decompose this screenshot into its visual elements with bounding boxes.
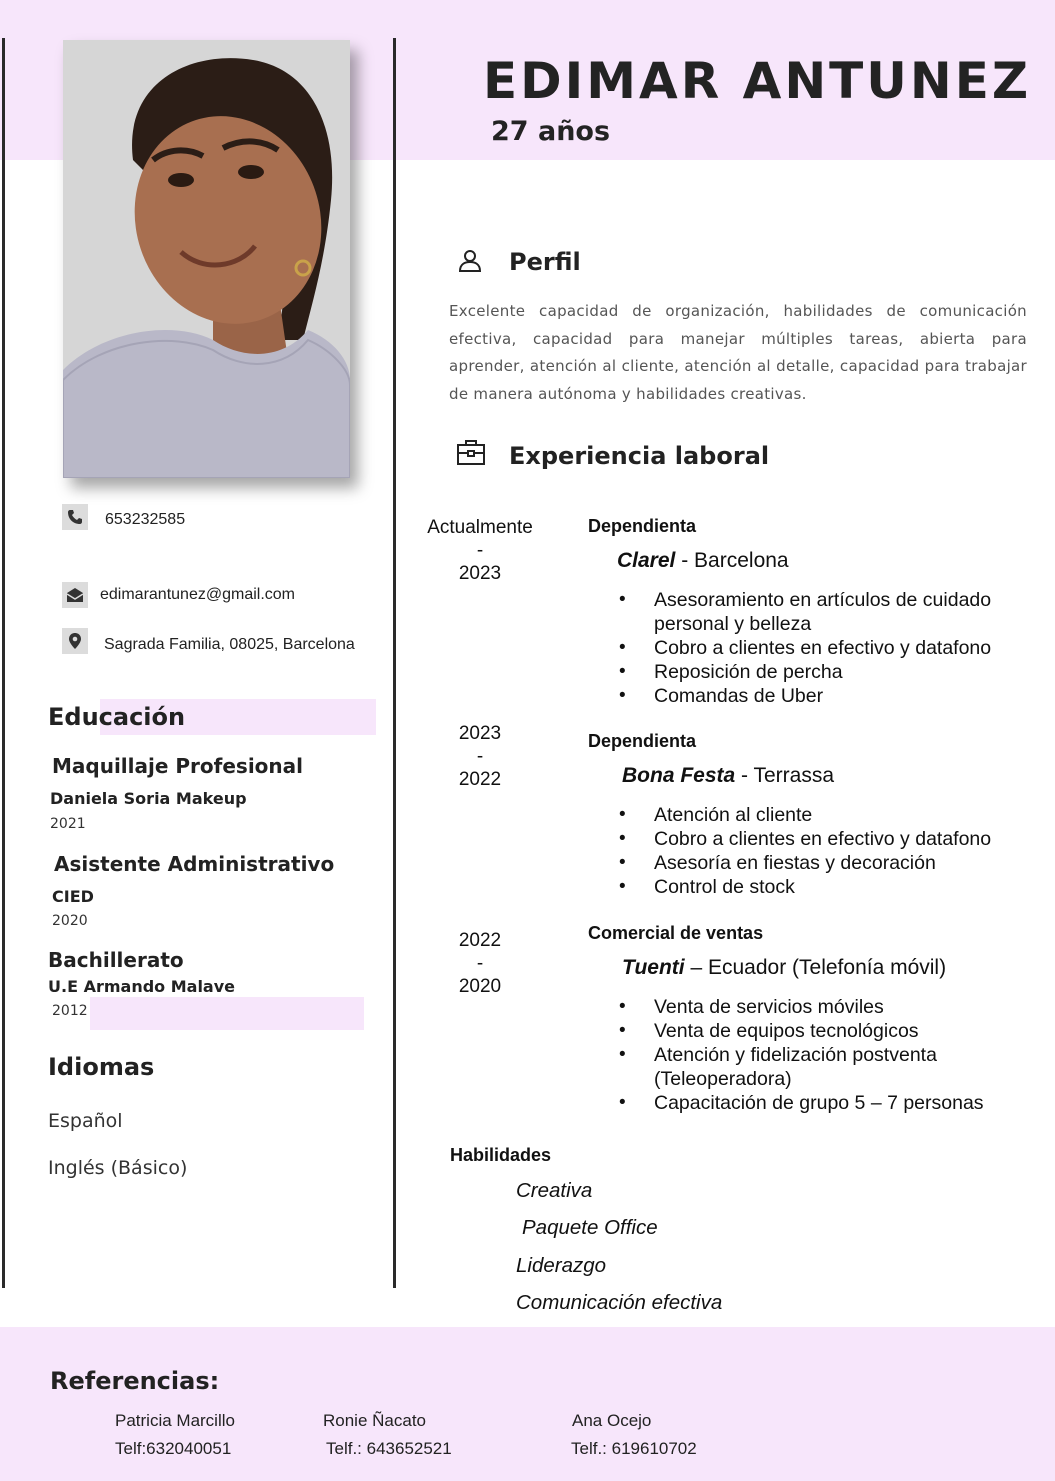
language-item: Español: [48, 1110, 123, 1132]
left-vertical-rule: [2, 38, 5, 1288]
education-year: 2021: [50, 816, 86, 832]
education-institution: Daniela Soria Makeup: [50, 789, 247, 808]
job-company-line: [617, 549, 789, 573]
job-location: Barcelona: [694, 549, 789, 572]
job-date-separator: -: [476, 953, 484, 974]
reference-phone: Telf.: 619610702: [571, 1439, 697, 1458]
contact-phone: 653232585: [105, 511, 186, 528]
job-company-line: [622, 764, 834, 788]
education-year-highlight: [90, 997, 364, 1030]
phone-icon: [62, 504, 88, 530]
job-date-from: 2023: [458, 723, 502, 744]
education-title: Educación: [48, 703, 186, 731]
contact-address: Sagrada Familia, 08025, Barcelona: [104, 636, 355, 653]
job-date-to: 2023: [458, 563, 502, 584]
job-bullets: [619, 995, 1019, 1115]
job-bullet: • Venta de equipos tecnológicos: [619, 1019, 1019, 1043]
candidate-name: EDIMAR ANTUNEZ: [483, 52, 1032, 110]
job-bullet: • Control de stock: [619, 875, 1019, 899]
skills-title: Habilidades: [450, 1145, 552, 1165]
center-vertical-rule: [393, 38, 396, 1288]
job-bullet: • Venta de servicios móviles: [619, 995, 1019, 1019]
job-company-line: [622, 956, 946, 980]
job-bullet: • Cobro a clientes en efectivo y datafono: [619, 827, 1019, 851]
job-date-from: Actualmente: [427, 517, 533, 538]
job-company: Tuenti: [622, 956, 685, 979]
job-bullet: • Atención al cliente: [619, 803, 1019, 827]
education-degree: Bachillerato: [48, 948, 184, 972]
job-bullet: • Atención y fidelización postventa (Teleoperadora): [619, 1043, 1019, 1091]
job-bullet: • Asesoramiento en artículos de cuidado personal y belleza: [619, 588, 1019, 636]
job-bullet: • Asesoría en fiestas y decoración: [619, 851, 1019, 875]
job-location: Ecuador (Telefonía móvil): [707, 956, 947, 979]
skill-item: Comunicación efectiva: [516, 1291, 723, 1314]
job-location-separator: -: [735, 764, 754, 787]
job-company: Bona Festa: [622, 764, 736, 787]
language-item: Inglés (Básico): [48, 1157, 188, 1179]
reference-name: Ronie Ñacato: [323, 1411, 427, 1430]
education-institution: CIED: [52, 887, 94, 906]
reference-name: Ana Ocejo: [572, 1411, 652, 1430]
references-title: Referencias:: [50, 1367, 220, 1395]
job-date-separator: -: [476, 746, 484, 767]
job-date-range: [420, 516, 540, 585]
education-degree: Asistente Administrativo: [54, 852, 335, 876]
profile-photo: [63, 40, 350, 478]
job-role: Comercial de ventas: [588, 923, 764, 943]
job-date-range: [420, 929, 540, 998]
contact-email[interactable]: edimarantunez@gmail.com: [100, 586, 295, 603]
reference-name: Patricia Marcillo: [115, 1411, 235, 1430]
profile-title: Perfil: [509, 248, 581, 276]
job-location-separator: –: [684, 956, 708, 979]
reference-phone: Telf:632040051: [115, 1439, 232, 1458]
job-location: Terrassa: [753, 764, 835, 787]
profile-text: Excelente capacidad de organización, habilidades de comunicación efectiva, capacidad para manejar múltiples tareas, abierta para aprender, atención al cliente, atención al detalle, capacidad para trabajar de manera autónoma y habilidades creativas.: [449, 302, 1027, 403]
skill-item: Creativa: [516, 1179, 593, 1202]
job-bullet: • Capacitación de grupo 5 – 7 personas: [619, 1091, 1019, 1115]
skill-item: Paquete Office: [522, 1216, 658, 1239]
briefcase-icon: [456, 438, 486, 471]
job-bullet: • Reposición de percha: [619, 660, 1019, 684]
experience-title: Experiencia laboral: [509, 442, 770, 470]
job-date-range: [420, 722, 540, 791]
job-company: Clarel: [617, 549, 676, 572]
languages-title: Idiomas: [48, 1053, 155, 1081]
job-date-separator: -: [476, 540, 484, 561]
job-location-separator: -: [675, 549, 695, 572]
job-bullets: [619, 803, 1019, 899]
job-bullet: • Comandas de Uber: [619, 684, 1019, 708]
reference-phone: Telf.: 643652521: [326, 1439, 452, 1458]
job-date-to: 2020: [458, 976, 502, 997]
user-icon: [457, 248, 483, 279]
job-date-to: 2022: [458, 769, 502, 790]
education-institution: U.E Armando Malave: [48, 977, 235, 996]
education-degree: Maquillaje Profesional: [52, 754, 304, 778]
job-date-from: 2022: [458, 930, 502, 951]
education-year: 2012: [52, 1003, 88, 1019]
portrait-illustration: [63, 40, 350, 478]
candidate-age: 27 años: [491, 116, 611, 147]
job-role: Dependienta: [588, 731, 697, 751]
skill-item: Liderazgo: [516, 1254, 607, 1277]
job-bullet: • Cobro a clientes en efectivo y datafono: [619, 636, 1019, 660]
education-year: 2020: [52, 913, 88, 929]
location-pin-icon: [62, 628, 88, 654]
job-role: Dependienta: [588, 516, 697, 536]
envelope-icon: [62, 582, 88, 608]
job-bullets: [619, 588, 1019, 708]
